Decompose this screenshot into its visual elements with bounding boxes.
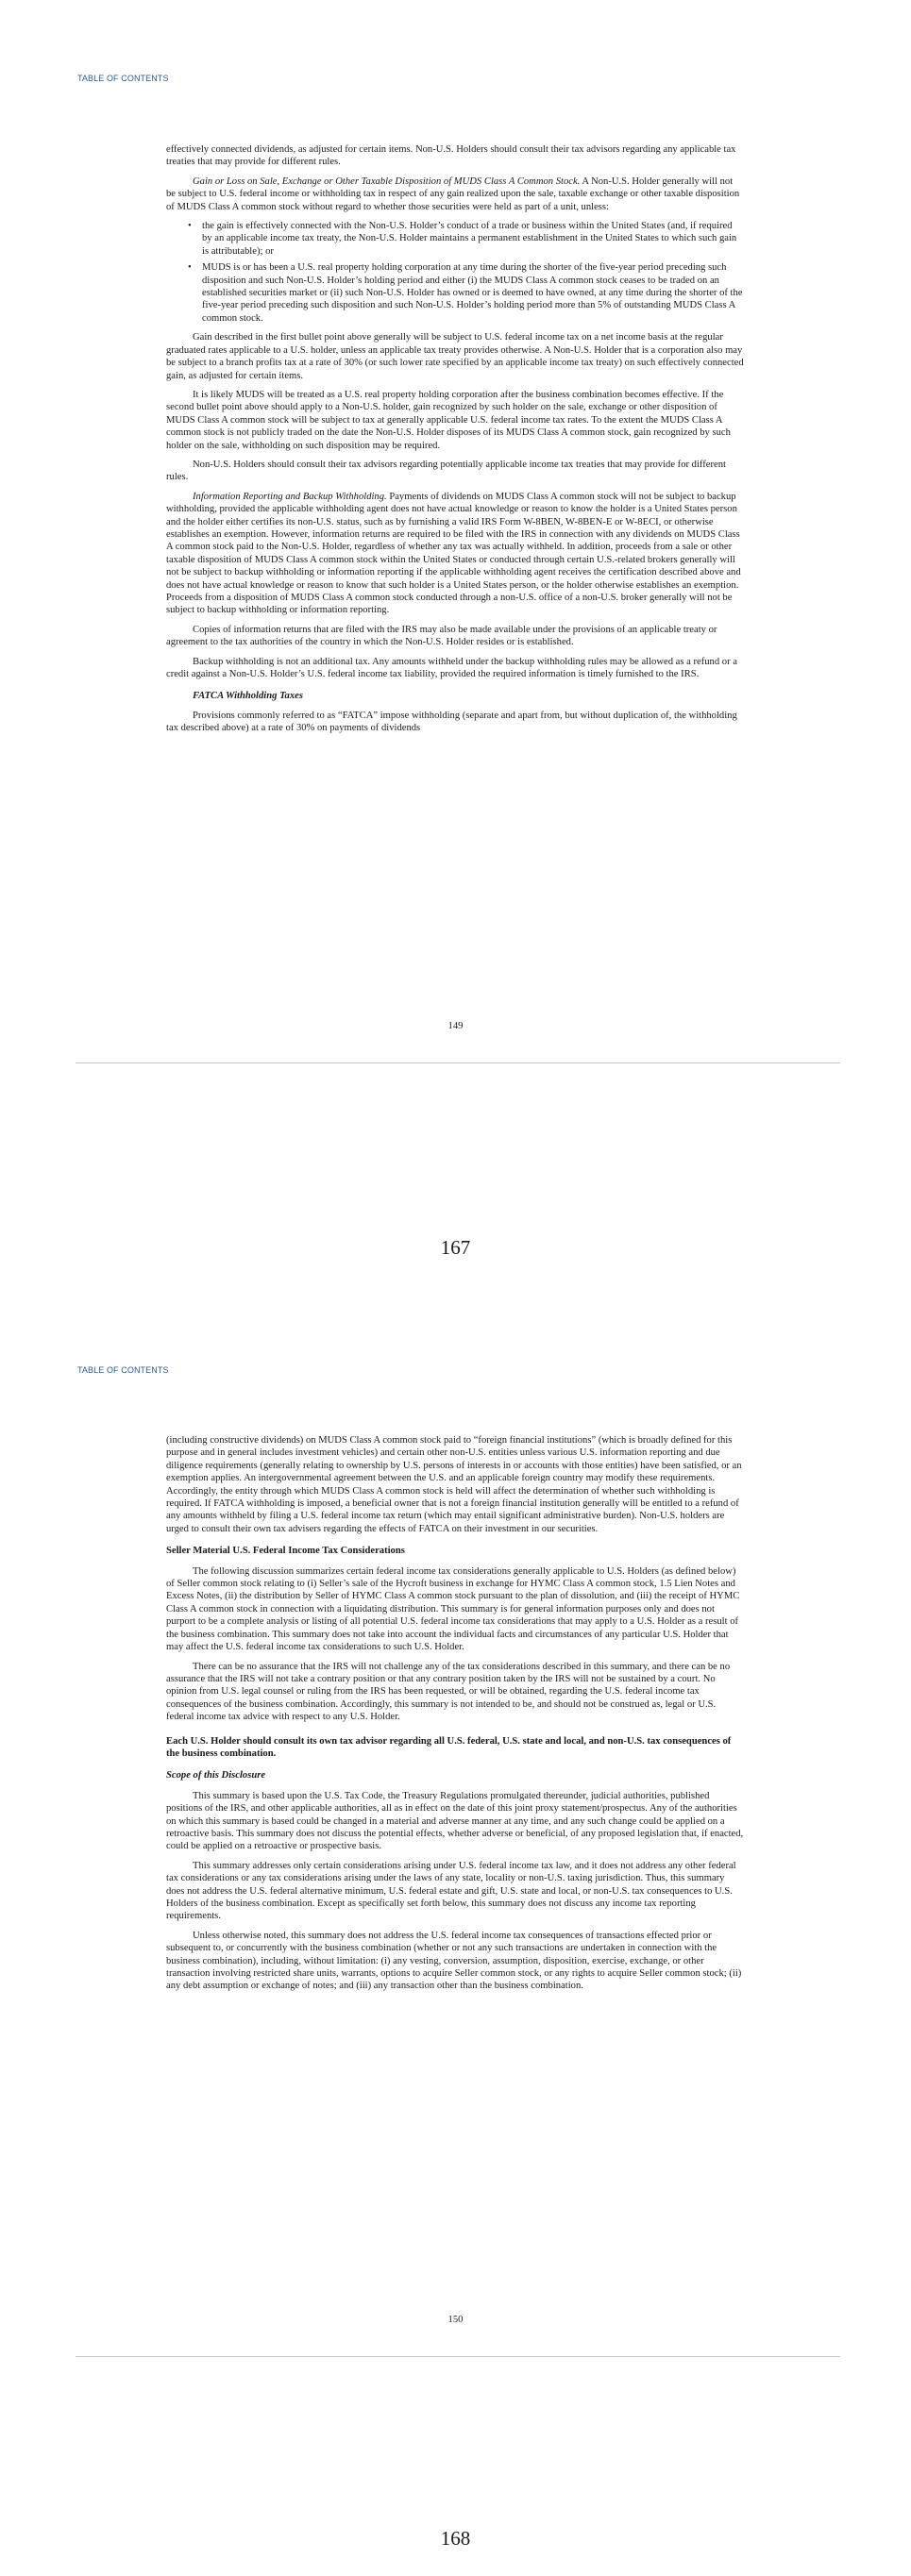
page-number: 149 (447, 1021, 464, 1031)
paragraph-continued: effectively connected dividends, as adjusted for certain items. Non-U.S. Holders should consult their tax advisors regarding any applicable tax treaties that may provide for different rules. (166, 144, 736, 168)
paragraph-unless-noted: Unless otherwise noted, this summary does not address the U.S. federal income tax consequences of transactions effected prior or subsequent to, or concurrently with the business combination (whether or not any such transactions are undertaken in connection with the business combination), including, without limitation: (i) any vesting, conversion, assumption, disposition, exercise, exchange, or other transaction involving restricted share units, warrants, options to acquire Seller common stock, or any rights to acquire Seller common stock; (ii) any debt assumption or exchange of notes; and (iii) any transaction other than the business combination. (166, 1930, 742, 1992)
paragraph-gain-or-loss (166, 176, 744, 213)
paragraph-copies-returns: Copies of information returns that are filed with the IRS may also be made available under the provisions of an applicable treaty or agreement to the tax authorities of the country in which the Non-U.S. Holder resides or is established. (166, 624, 717, 648)
paragraph-following-discussion: The following discussion summarizes certain federal income tax considerations generally applicable to U.S. Holders (as defined below) of Seller common stock relating to (i) Seller’s sale of the Hycroft business in exchange for HYMC Class A common stock, 1.5 Lien Notes and Excess Notes, (ii) the distribution by Seller of HYMC Class A common stock pursuant to the plan of dissolution, and (iii) the receipt of HYMC Class A common stock in connection with a liquidating distribution. This summary is for general information purposes only and does not purport to be a complete analysis or listing of all potential U.S. federal income tax considerations that may apply to a U.S. Holder as a result of the business combination. This summary does not take into account the individual facts and circumstances of any particular U.S. Holder that may affect the U.S. federal income tax considerations to such U.S. Holder. (166, 1565, 740, 1653)
gain-or-loss-heading: Gain or Loss on Sale, Exchange or Other Taxable Disposition of MUDS Class A Common Stock. (193, 176, 581, 187)
list-item: • MUDS is or has been a U.S. real property holding corporation at any time during the shorter of the five-year period preceding such disposition and such Non-U.S. Holder’s holding period and either (i) the MUDS Class A common stock ceases to be traded on an established securities market or (ii) such Non-U.S. Holder has owned or is deemed to have owned, at any time during the shorter of the five-year period preceding such disposition and such Non-U.S. Holder’s holding period more than 5% of outstanding MUDS Class A common stock. (202, 261, 744, 325)
fatca-heading: FATCA Withholding Taxes (193, 691, 303, 702)
gain-or-loss-text: A Non-U.S. Holder generally will not be subject to U.S. federal income or withholding tax in respect of any gain realized upon the sale, taxable exchange or other taxable disposition of MUDS Class A common stock without regard to whether those securities were held as part of a unit, unless: (166, 176, 740, 212)
paragraph-gain-first-bullet: Gain described in the first bullet point above generally will be subject to U.S. federal income tax on a net income basis at the regular graduated rates applicable to a U.S. holder, unless an applicable tax treaty provides otherwise. A Non-U.S. Holder that is a corporation also may be subject to a branch profits tax at a rate of 30% (or such lower rate specified by an applicable income tax treaty) on such effectively connected gain, as adjusted for certain items. (166, 332, 744, 381)
information-reporting-text: Payments of dividends on MUDS Class A common stock will not be subject to backup withholding, provided the applicable withholding agent does not have actual knowledge or reason to know the holder is a United States person and the holder either certifies its non-U.S. status, such as by furnishing a valid IRS Form W-8BEN, W-8BEN-E or W-8ECI, or otherwise establishes an exemption. However, information returns are required to be filed with the IRS in connection with any dividends on MUDS Class A common stock paid to the Non-U.S. Holder, regardless of whether any tax was actually withheld. In addition, proceeds from a sale or other taxable disposition of MUDS Class A common stock within the United States or conducted through certain U.S.-related brokers generally will not be subject to backup withholding or information reporting if the applicable withholding agent receives the certification described above and does not have actual knowledge or reason to know that such holder is a United States person, or the holder otherwise establishes an exemption. Proceeds from a disposition of MUDS Class A common stock conducted through a non-U.S. office of a non-U.S. broker generally will not be subject to backup withholding or information reporting. (166, 491, 741, 616)
paragraph-addresses-only: This summary addresses only certain considerations arising under U.S. federal income tax law, and it does not address any other federal tax considerations or any tax considerations arising under the laws of any state, locality or non-U.S. taxing jurisdiction. Thus, this summary does not address the U.S. federal alternative minimum, U.S. federal estate and gift, U.S. state and local, or non-U.S. tax consequences to U.S. Holders of the business combination. Except as specifically set forth below, this summary does not discuss any income tax reporting requirements. (166, 1860, 736, 1922)
table-of-contents-link[interactable]: TABLE OF CONTENTS (77, 1365, 169, 1375)
consult-advisor-bold-notice: Each U.S. Holder should consult its own tax advisor regarding all U.S. federal, U.S. state and local, and non-U.S. tax consequences of the business combination. (166, 1735, 732, 1759)
list-item: • the gain is effectively connected with the Non-U.S. Holder’s conduct of a trade or business within the United States (and, if required by an applicable income tax treaty, the Non-U.S. Holder maintains a permanent establishment in the United States to which such gain is attributable); or (202, 220, 744, 258)
pdf-page-number: 168 (440, 2527, 471, 2550)
table-of-contents-link[interactable]: TABLE OF CONTENTS (77, 74, 169, 83)
paragraph-continued: (including constructive dividends) on MUDS Class A common stock paid to “foreign financial institutions” (which is broadly defined for this purpose and in general includes investment vehicles) and certain other non-U.S. entities unless various U.S. information reporting and due diligence requirements (generally relating to ownership by U.S. persons of interests in or accounts with those entities) have been satisfied, or an exemption applies. An intergovernmental agreement between the U.S. and an applicable foreign country may modify these requirements. Accordingly, the entity through which MUDS Class A common stock is held will affect the determination of whether such withholding is required. If FATCA withholding is imposed, a beneficial owner that is not a foreign financial institution generally will be entitled to a refund of any amounts withheld by filing a U.S. federal income tax return (which may entail significant administrative burden). Non-U.S. holders are urged to consult their own tax advisers regarding the effects of FATCA on their investment in our securities. (166, 1435, 742, 1534)
page-divider (76, 2356, 840, 2357)
scope-heading: Scope of this Disclosure (166, 1770, 266, 1781)
seller-tax-heading: Seller Material U.S. Federal Income Tax Considerations (166, 1546, 405, 1557)
page-149-body (166, 143, 744, 742)
paragraph-fatca: Provisions commonly referred to as “FATCA” impose withholding (separate and apart from, but without duplication of, the withholding tax described above) at a rate of 30% on payments of dividends (166, 710, 737, 734)
paragraph-usrphc: It is likely MUDS will be treated as a U.S. real property holding corporation after the business combination becomes effective. If the second bullet point above should apply to a Non-U.S. holder, gain recognized by such holder on the sale, exchange or other disposition of MUDS Class A common stock will be subject to tax at generally applicable U.S. federal income tax rates. To the extent the MUDS Class A common stock is not publicly traded on the date the Non-U.S. Holder disposes of its MUDS Class A common stock, gain recognized by such holder on the sale, withholding on such disposition may be required. (166, 389, 731, 451)
paragraph-consult-advisors: Non-U.S. Holders should consult their tax advisors regarding potentially applicable income tax treaties that may provide for different rules. (166, 459, 726, 483)
page-150-body (166, 1434, 744, 1999)
page-divider (76, 1062, 840, 1063)
paragraph-backup-withholding: Backup withholding is not an additional tax. Any amounts withheld under the backup withholding rules may be allowed as a refund or a credit against a Non-U.S. Holder’s U.S. federal income tax liability, provided the required information is timely furnished to the IRS. (166, 656, 737, 680)
paragraph-information-reporting (166, 491, 744, 617)
paragraph-no-assurance: There can be no assurance that the IRS will not challenge any of the tax considerations described in this summary, and there can be no assurance that the IRS will not take a contrary position or that any contrary position taken by the IRS will not be sustained by a court. No opinion from U.S. legal counsel or ruling from the IRS has been requested, or will be obtained, regarding the U.S. federal income tax consequences of the business combination. Accordingly, this summary is not intended to be, and should not be construed as, legal or U.S. federal income tax advice with respect to any U.S. Holder. (166, 1661, 731, 1723)
pdf-page-number: 167 (440, 1236, 471, 1259)
paragraph-scope: This summary is based upon the U.S. Tax Code, the Treasury Regulations promulgated thereunder, judicial authorities, published positions of the IRS, and other applicable authorities, all as in effect on the date of this joint proxy statement/prospectus. Any of the authorities on which this summary is based could be changed in a material and adverse manner at any time, and any such change could be applied on a retroactive basis. This summary does not discuss the potential effects, whether adverse or beneficial, of any proposed legislation that, if enacted, could be applied on a retroactive or prospective basis. (166, 1790, 744, 1852)
gain-conditions-list (166, 220, 744, 325)
page-number: 150 (447, 2315, 464, 2325)
information-reporting-heading: Information Reporting and Backup Withholding. (193, 491, 387, 502)
